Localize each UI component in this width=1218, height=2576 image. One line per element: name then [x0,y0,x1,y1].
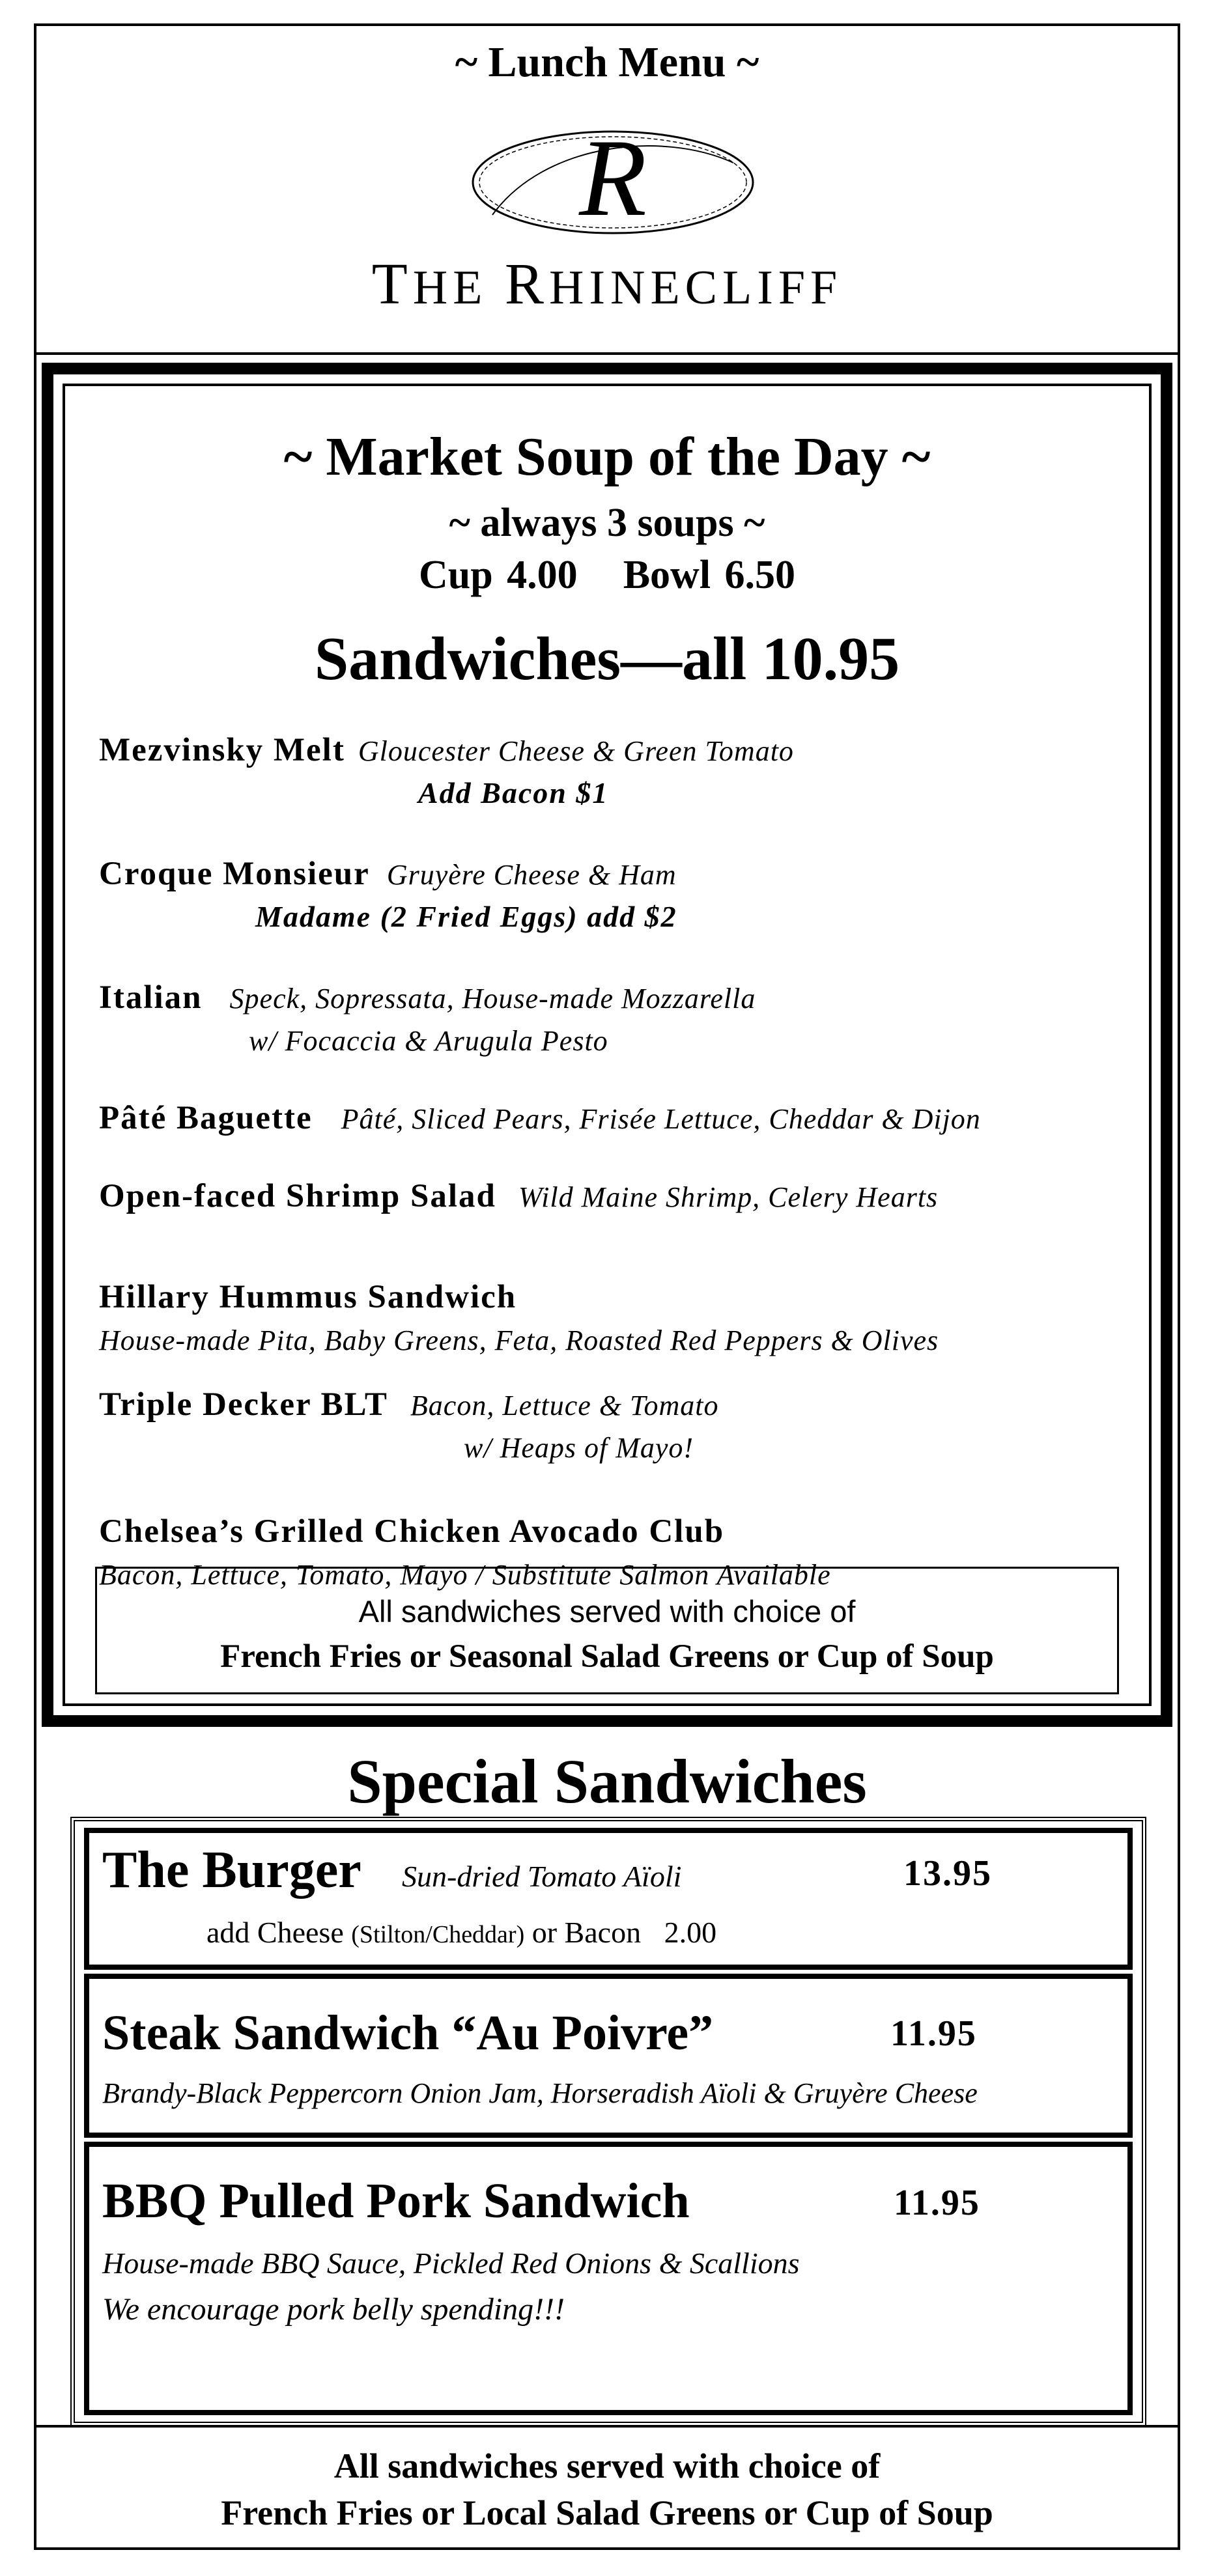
soup-title: ~ Market Soup of the Day ~ [283,427,931,487]
item-desc: Bacon, Lettuce, Tomato, Mayo / Substitute Salmon Available [99,1559,831,1591]
rhinecliff-logo-icon [466,117,759,247]
menu-header [36,26,1178,355]
item-extra: Madame (2 Fried Eggs) add $2 [255,900,677,933]
burger-addon-suffix: or Bacon [531,1916,642,1949]
item-name: Hillary Hummus Sandwich [99,1279,517,1315]
item-name: Open-faced Shrimp Salad [99,1178,496,1214]
item-desc: Speck, Sopressata, House-made Mozzarella [229,983,756,1015]
brand-first-rest: HE [412,261,488,315]
item-name: Pâté Baguette [99,1100,313,1136]
brand-second-rest: HINECLIFF [548,261,843,315]
item-extra: Add Bacon $1 [418,776,609,809]
logo-letter: R [579,117,647,239]
menu-item [99,731,794,810]
special-sandwiches-title: Special Sandwiches [347,1746,867,1816]
item-name: Mezvinsky Melt [99,732,345,768]
bbq-box [84,2142,1133,2415]
burger-addon [206,1915,716,1950]
burger-addon-price: 2.00 [664,1916,717,1949]
menu-item [99,1177,938,1215]
brand-second-cap: R [504,252,549,316]
served-with-box [95,1567,1119,1694]
item-desc: Wild Maine Shrimp, Celery Hearts [518,1181,939,1213]
item-desc: Bacon, Lettuce & Tomato [410,1390,719,1421]
sandwiches-title: Sandwiches—all 10.95 [314,625,900,693]
brand-first-cap: T [371,252,413,316]
menu-item [99,979,756,1057]
menu-item [99,1278,939,1357]
menu-frame [34,23,1180,2550]
bbq-desc2: We encourage pork belly spending!!! [102,2292,565,2327]
steak-price: 11.95 [890,2013,977,2054]
served-with-line1: All sandwiches served with choice of [358,1594,856,1629]
item-desc: House-made Pita, Baby Greens, Feta, Roasted Red Peppers & Olives [99,1324,939,1356]
burger-addon-prefix: add Cheese [206,1916,344,1949]
item-name: Triple Decker BLT [99,1386,388,1423]
item-desc: Pâté, Sliced Pears, Frisée Lettuce, Cheddar & Dijon [341,1103,981,1135]
steak-desc: Brandy-Black Peppercorn Onion Jam, Horseradish Aïoli & Gruyère Cheese [102,2077,978,2109]
item-extra: w/ Focaccia & Arugula Pesto [249,1025,608,1057]
bowl-price: Bowl 6.50 [623,553,796,597]
specials-frame [70,1817,1146,2426]
soup-prices [65,552,1149,598]
footer-line1: All sandwiches served with choice of [333,2446,881,2485]
bbq-price: 11.95 [894,2183,980,2223]
item-name: Chelsea’s Grilled Chicken Avocado Club [99,1513,725,1550]
steak-box [84,1974,1133,2138]
steak-name: Steak Sandwich “Au Poivre” [102,2006,714,2060]
menu-footer [36,2425,1178,2547]
cup-price: Cup 4.00 [418,553,578,597]
lunch-menu-title: ~ Lunch Menu ~ [455,38,759,86]
soup-subtitle: ~ always 3 soups ~ [449,501,765,545]
item-name: Italian [99,979,203,1016]
menu-item [99,1386,718,1464]
item-desc: Gloucester Cheese & Green Tomato [358,735,794,767]
burger-box [84,1828,1133,1970]
bbq-name: BBQ Pulled Pork Sandwich [102,2174,690,2228]
item-name: Croque Monsieur [99,856,370,892]
served-with-line2: French Fries or Seasonal Salad Greens or Cup of Soup [220,1638,994,1675]
footer-line2: French Fries or Local Salad Greens or Cup of Soup [221,2493,993,2532]
bbq-desc1: House-made BBQ Sauce, Pickled Red Onions & Scallions [102,2247,800,2280]
item-extra: w/ Heaps of Mayo! [464,1432,694,1464]
brand-name [36,251,1178,318]
soup-sandwich-box [42,363,1172,1727]
burger-desc: Sun-dried Tomato Aïoli [402,1860,682,1893]
soup-sandwich-inner [63,384,1152,1706]
burger-addon-paren: (Stilton/Cheddar) [351,1921,525,1948]
menu-item [99,1099,981,1137]
burger-name: The Burger [102,1841,361,1899]
item-desc: Gruyère Cheese & Ham [386,859,677,891]
burger-price: 13.95 [903,1853,992,1894]
menu-item [99,855,677,934]
